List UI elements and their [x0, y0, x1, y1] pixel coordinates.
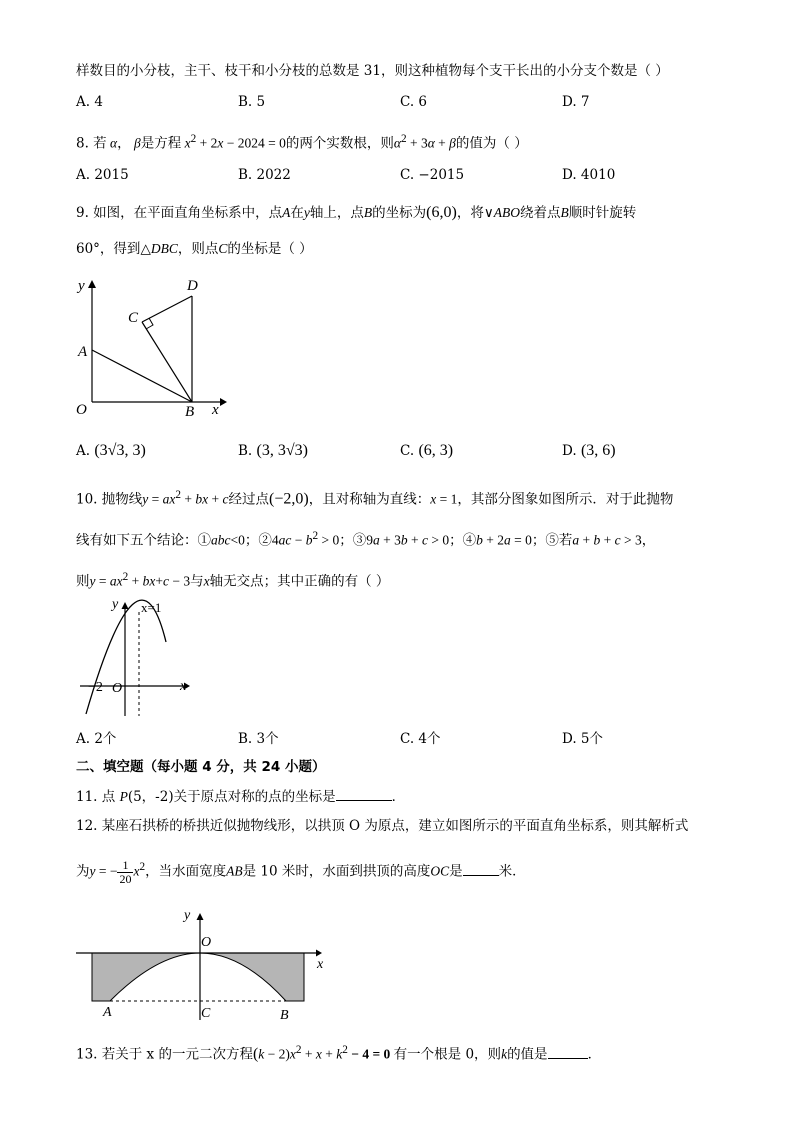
segment-AB: [92, 350, 192, 402]
label-O: O: [201, 935, 212, 950]
q12-stem-line1: 12. 某座石拱桥的桥拱近似抛物线形，以拱顶 O 为原点，建立如图所示的平面直角坐标系，则其解析式: [76, 818, 689, 834]
q10-option-b[interactable]: B. 3个: [238, 731, 279, 747]
q8-option-d[interactable]: D. 4010: [562, 167, 616, 183]
q7-option-b[interactable]: B. 5: [238, 94, 266, 110]
segment-CB: [142, 322, 192, 402]
label-O: O: [112, 681, 123, 696]
q7-option-c[interactable]: C. 6: [400, 94, 428, 110]
q9-option-b[interactable]: B. (3, 3√3): [238, 442, 308, 459]
label-y: y: [112, 597, 119, 612]
q8-option-b[interactable]: B. 2022: [238, 167, 291, 183]
label-B: B: [185, 404, 195, 420]
label-C: C: [201, 1006, 211, 1021]
q8-stem: 8. 若 α， β是方程 $x^2 + 2x - 2024 = 0$的两个实数根，则$\alpha^2 + 3\alpha + \beta$的值为（ ）: [76, 133, 528, 152]
q8-option-c[interactable]: C. −2015: [400, 167, 465, 183]
label-minus-2: −2: [88, 680, 103, 695]
q8-option-a[interactable]: A. 2015: [76, 167, 129, 183]
label-x-equals-1: x=1: [141, 600, 162, 615]
q9-option-c-value: (6, 3): [418, 442, 454, 459]
q10-stem-line2: 线有如下五个结论：①abc<0；②4ac − $b^2 > 0$；③9a + 3b + c > 0；④b + 2a = 0；⑤若a + b + c > 3，: [76, 530, 656, 549]
q9-option-d[interactable]: D. (3, 6): [562, 442, 616, 459]
q11-stem: 11. 点 P(5，-2)关于原点对称的点的坐标是 ．: [76, 786, 405, 807]
q12-stem-line2: 为y = − $\frac{1}{20}$ $x^2$，当水面宽度AB是 10 米时，水面到拱顶的高度OC是 米．: [76, 857, 526, 886]
q9-option-d-value: (3, 6): [580, 442, 616, 459]
label-C: C: [128, 310, 139, 326]
q7-option-a[interactable]: A. 4: [76, 94, 103, 110]
q9-option-c[interactable]: C. (6, 3): [400, 442, 454, 459]
section-2-title: 二、填空题（每小题 4 分，共 24 小题）: [76, 759, 326, 775]
q10-option-d[interactable]: D. 5个: [562, 731, 604, 747]
label-y: y: [78, 278, 85, 294]
y-axis-arrow-icon: [122, 602, 129, 609]
q10-stem-line3: 则$y = ax^2 + bx+c - 3$与x轴无交点；其中正确的有（ ）: [76, 571, 390, 590]
q12-figure: [70, 905, 340, 1025]
label-A: A: [103, 1005, 112, 1020]
y-axis-arrow-icon: [88, 280, 96, 288]
q10-option-a[interactable]: A. 2个: [76, 731, 117, 747]
q9-option-a[interactable]: A. (3√3, 3): [76, 442, 146, 459]
q12-fraction: $\frac{1}{20}$: [119, 857, 132, 886]
q12-answer-blank[interactable]: [463, 861, 499, 876]
q13-stem: 13. 若关于 x 的一元二次方程$(k - 2)x^2 + x + k^2 - 4 = 0$ 有一个根是 0，则k的值是 ．: [76, 1044, 602, 1063]
q7-option-d[interactable]: D. 7: [562, 94, 590, 110]
label-x: x: [317, 957, 324, 972]
q11-answer-blank[interactable]: [336, 786, 392, 801]
label-B: B: [280, 1008, 289, 1023]
x-axis-arrow-icon: [220, 398, 227, 406]
q10-stem-line1: 10. 抛物线$y = ax^2$ + bx + c经过点(−2,0)，且对称轴为直线：x = 1，其部分图象如图所示．对于此抛物: [76, 489, 674, 508]
q9-option-b-value: (3, 3√3): [256, 442, 308, 459]
q10-figure: [72, 596, 197, 721]
right-abutment: [200, 953, 304, 1001]
q10-option-c[interactable]: C. 4个: [400, 731, 441, 747]
y-axis-arrow-icon: [197, 913, 204, 920]
label-x: x: [212, 402, 219, 418]
q9-stem-line2: 60°，得到△DBC，则点C的坐标是（ ）: [76, 241, 313, 257]
label-y: y: [184, 908, 191, 923]
q9-figure: [70, 270, 230, 420]
q9-stem-line1: 9. 如图，在平面直角坐标系中，点A在y轴上，点B的坐标为(6,0)，将∨ABO绕着点B顺时针旋转: [76, 204, 637, 221]
label-A: A: [78, 344, 88, 360]
q7-stem: 样数目的小分枝，主干、枝干和小分枝的总数是 31，则这种植物每个支干长出的小分支个数是（ ）: [76, 63, 669, 79]
q13-answer-blank[interactable]: [548, 1044, 588, 1059]
q9-option-a-value: (3√3, 3): [94, 442, 146, 459]
label-x: x: [180, 679, 187, 694]
x-axis-arrow-icon: [316, 950, 322, 957]
left-abutment: [92, 953, 200, 1001]
parabola-curve: [86, 600, 166, 714]
label-D: D: [187, 278, 198, 294]
label-O: O: [76, 402, 87, 418]
